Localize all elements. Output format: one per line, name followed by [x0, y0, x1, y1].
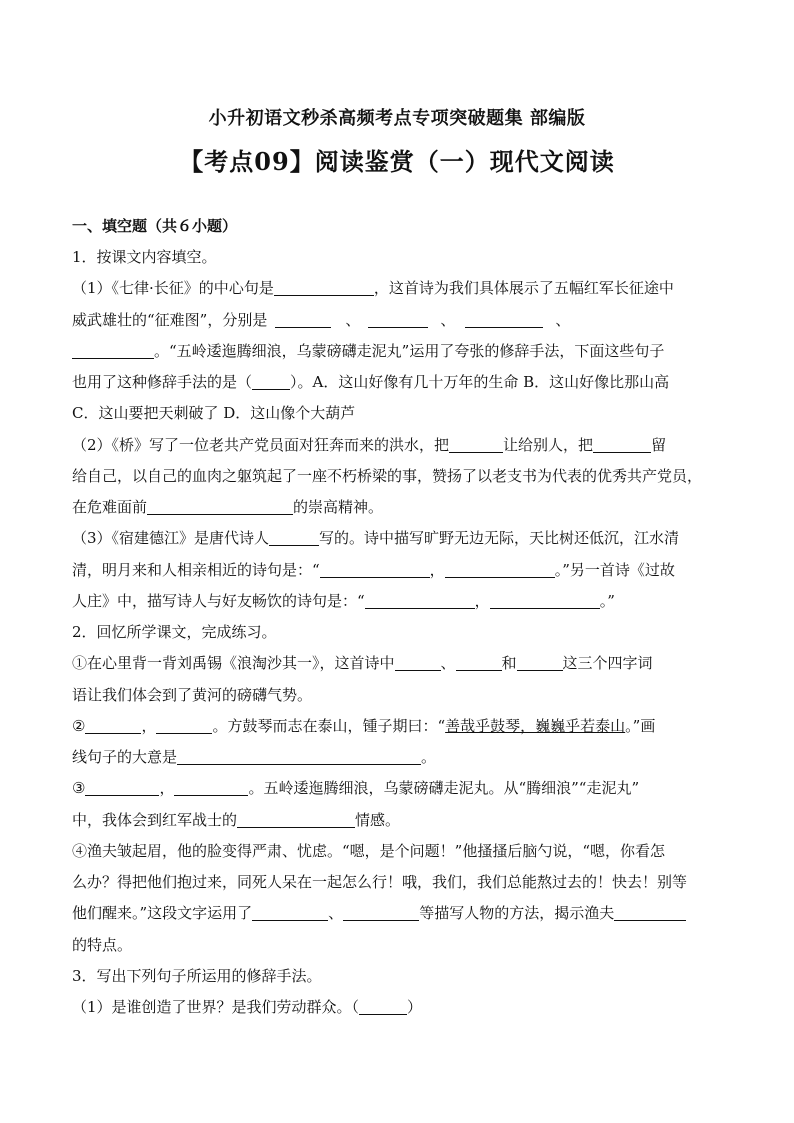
answer-blank[interactable]	[517, 654, 563, 671]
q1-part2-line1: （2）《桥》写了一位老共产党员面对狂奔而来的洪水，把 让给别人，把 留	[72, 436, 667, 454]
answer-blank[interactable]	[465, 311, 543, 328]
answer-blank[interactable]	[614, 904, 686, 921]
answer-blank[interactable]	[177, 748, 421, 765]
q3-stem: 3．写出下列句子所运用的修辞手法。	[72, 967, 322, 985]
document-title: 小升初语文秒杀高频考点专项突破题集 部编版	[208, 108, 586, 129]
q1-part1-line3: 。“五岭逶迤腾细浪，乌蒙磅礴走泥丸”运用了夸张的修辞手法，下面这些句子	[72, 341, 722, 361]
answer-blank[interactable]	[237, 811, 355, 828]
answer-blank[interactable]	[490, 592, 600, 609]
q1-part3-line2: 清，明月来和人相亲相近的诗句是：“ ， 。”另一首诗《过故	[72, 561, 675, 579]
q2-item1-line2: 语让我们体会到了黄河的磅礴气势。	[72, 686, 313, 704]
answer-blank[interactable]	[343, 904, 419, 921]
q1-part2-line2: 给自己，以自己的血肉之躯筑起了一座不朽桥梁的事，赞扬了以老支书为代表的优秀共产党员，	[72, 467, 703, 485]
answer-blank[interactable]	[275, 311, 331, 328]
answer-blank[interactable]	[395, 654, 441, 671]
q2-item4-line4: 的特点。	[72, 936, 133, 954]
answer-blank[interactable]	[449, 436, 503, 453]
answer-blank[interactable]	[445, 561, 555, 578]
section-heading: 一、填空题（共６小题）	[72, 217, 238, 235]
answer-blank[interactable]	[269, 529, 319, 546]
q1-part3-line3: 人庄》中，描写诗人与好友畅饮的诗句是：“ ， 。”	[72, 592, 615, 610]
q1-part2-line3: 在危难面前 的崇高精神。	[72, 498, 384, 516]
q2-item3-line2: 中，我体会到红军战士的 情感。	[72, 811, 401, 829]
underlined-quote: 善哉乎鼓琴，巍巍乎若泰山	[445, 717, 626, 735]
answer-blank[interactable]	[252, 373, 290, 390]
q1-stem: 1．按课文内容填空。	[72, 248, 217, 266]
q1-part1-line1: （1）《七律·长征》的中心句是 ，这首诗为我们具体展示了五幅红军长征途中	[72, 279, 674, 297]
document-subtitle: 【考点09】阅读鉴赏（一）现代文阅读	[179, 147, 615, 176]
q2-item4-line3: 他们醒来。”这段文字运用了 、 等描写人物的方法，揭示渔夫	[72, 903, 722, 923]
q2-item3-line1: ③ ， 。五岭逶迤腾细浪，乌蒙磅礴走泥丸。从“腾细浪”“走泥丸”	[72, 779, 640, 797]
q2-item2-line1: ② ， 。方鼓琴而志在泰山，锺子期曰：“善哉乎鼓琴，巍巍乎若泰山。”画	[72, 717, 656, 735]
answer-blank[interactable]	[156, 717, 212, 734]
answer-blank[interactable]	[274, 279, 374, 296]
answer-blank[interactable]	[320, 561, 430, 578]
answer-blank[interactable]	[365, 592, 475, 609]
q1-part1-line5: C．这山要把天刺破了 D．这山像个大葫芦	[72, 404, 356, 422]
answer-blank[interactable]	[85, 779, 159, 796]
answer-blank[interactable]	[593, 436, 651, 453]
q1-part3-line1: （3）《宿建德江》是唐代诗人 写的。诗中描写旷野无边无际，天比树还低沉，江水清	[72, 529, 680, 547]
answer-blank[interactable]	[368, 311, 428, 328]
q2-item4-line2: 么办？得把他们抱过来，同死人呆在一起怎么行！哦，我们，我们总能熬过去的！快去！别等	[72, 873, 688, 891]
answer-blank[interactable]	[252, 904, 328, 921]
q2-item2-line2: 线句子的大意是 。	[72, 748, 437, 766]
answer-blank[interactable]	[72, 342, 154, 359]
q2-item4-line1: ④渔夫皱起眉，他的脸变得严肃、忧虑。“嗯，是个问题！”他搔搔后脑勺说，“嗯，你看怎	[72, 842, 666, 860]
answer-blank[interactable]	[174, 779, 248, 796]
answer-blank[interactable]	[359, 998, 407, 1015]
q2-stem: 2．回忆所学课文，完成练习。	[72, 623, 277, 641]
q2-item1-line1: ①在心里背一背刘禹锡《浪淘沙其一》，这首诗中 、 和 这三个四字词	[72, 654, 653, 672]
q1-part1-line2: 威武雄壮的“征难图”，分别是 、 、 、	[72, 311, 571, 329]
q3-part1: （1）是谁创造了世界？是我们劳动群众。（ ）	[72, 998, 423, 1016]
q1-part1-line4: 也用了这种修辞手法的是（ ）。A．这山好像有几十万年的生命 B．这山好像比那山高	[72, 373, 670, 391]
answer-blank[interactable]	[147, 498, 293, 515]
answer-blank[interactable]	[456, 654, 502, 671]
answer-blank[interactable]	[85, 717, 141, 734]
